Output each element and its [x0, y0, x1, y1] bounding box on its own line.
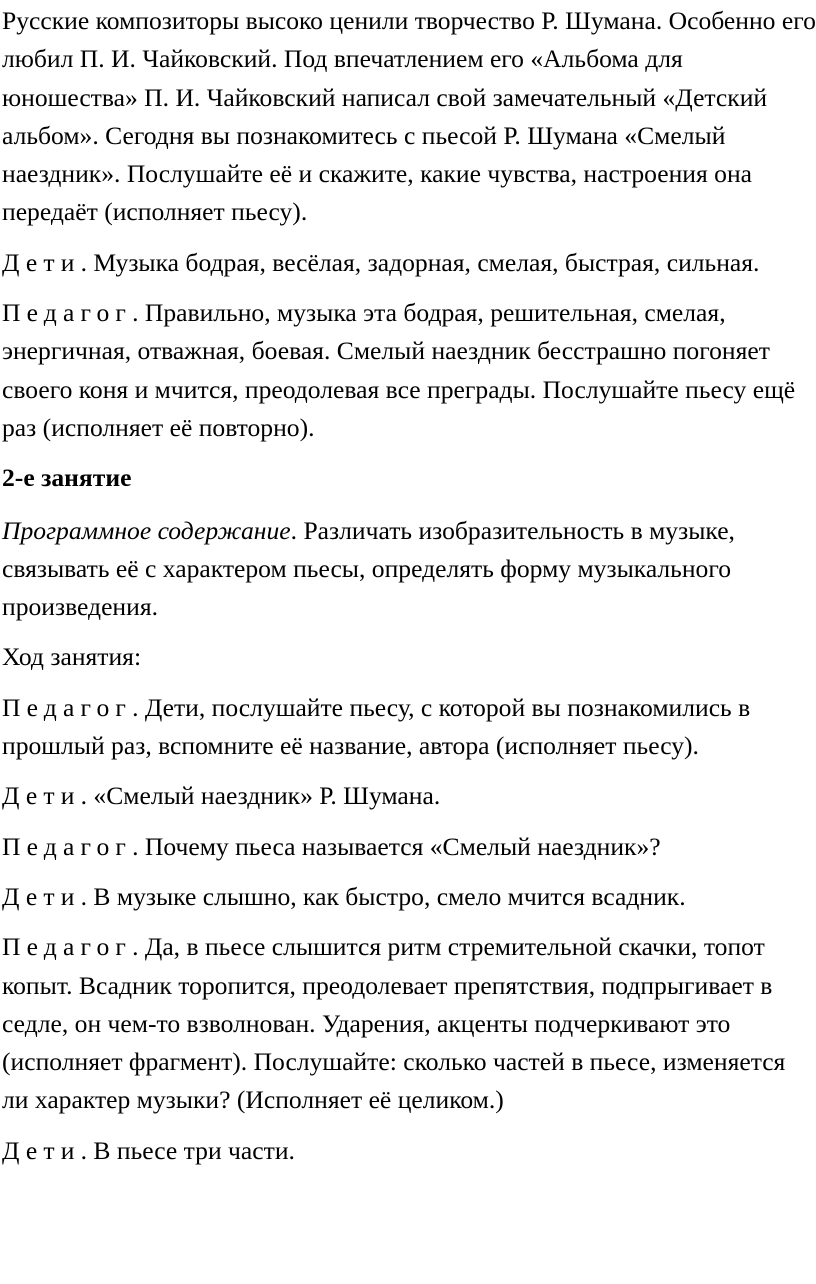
- speaker-children: Дети: [2, 247, 81, 277]
- dialogue-text: Почему пьеса называется «Смелый наездник»?: [138, 831, 661, 861]
- speaker-dot: .: [132, 932, 139, 962]
- dialogue-teacher-4: [2, 928, 816, 1119]
- program-content-text: . Различать изобразительность в музыке, связывать её с характером пьесы, определять форму музыкального произведения.: [2, 515, 735, 622]
- lesson-flow-label: Ход занятия:: [2, 642, 142, 672]
- dialogue-children-2: [2, 777, 816, 815]
- speaker-children: Дети: [2, 781, 81, 811]
- intro-paragraph: [2, 2, 816, 232]
- program-content-paragraph: [2, 512, 816, 627]
- program-content-label: Программное содержание: [2, 515, 291, 545]
- dialogue-text: В музыке слышно, как быстро, смело мчится всадник.: [87, 881, 686, 911]
- dialogue-children-3: [2, 878, 816, 916]
- dialogue-children-4: [2, 1132, 816, 1170]
- speaker-children: Дети: [2, 1135, 81, 1165]
- speaker-dot: .: [80, 1135, 87, 1165]
- dialogue-text: Музыка бодрая, весёлая, задорная, смелая, быстрая, сильная.: [87, 247, 760, 277]
- dialogue-text: В пьесе три части.: [87, 1135, 295, 1165]
- speaker-dot: .: [132, 692, 139, 722]
- speaker-dot: .: [132, 831, 139, 861]
- speaker-dot: .: [132, 298, 139, 328]
- document-page: [0, 2, 816, 1284]
- intro-text: Русские композиторы высоко ценили творчество Р. Шумана. Особенно его любил П. И. Чайковский. Под впечатлением его «Альбома для юношества» П. И. Чайковский написал свой замечательный «Детский альбом». Сегодня вы познакомитесь с пьесой Р. Шумана «Смелый наездник». Послушайте её и скажите, какие чувства, настроения она передаёт (исполняет пьесу).: [2, 6, 816, 227]
- speaker-dot: .: [80, 881, 87, 911]
- speaker-teacher: Педагог: [2, 831, 133, 861]
- dialogue-text: Дети, послушайте пьесу, с которой вы познакомились в прошлый раз, вспомните её название, автора (исполняет пьесу).: [2, 692, 751, 761]
- speaker-children: Дети: [2, 881, 81, 911]
- dialogue-teacher-3: [2, 828, 816, 866]
- dialogue-text: «Смелый наездник» Р. Шумана.: [87, 781, 441, 811]
- dialogue-text: Да, в пьесе слышится ритм стремительной скачки, топот копыт. Всадник торопится, преодолевает препятствия, подпрыгивает в седле, он чем-то взволнован. Ударения, акценты подчеркивают это (исполняет фрагмент). Послушайте: сколько частей в пьесе, изменяется ли характер музыки? (Исполняет её целиком.): [2, 932, 786, 1115]
- speaker-dot: .: [80, 247, 87, 277]
- speaker-teacher: Педагог: [2, 298, 133, 328]
- dialogue-teacher-1: [2, 294, 816, 447]
- speaker-teacher: Педагог: [2, 932, 133, 962]
- speaker-teacher: Педагог: [2, 692, 133, 722]
- speaker-dot: .: [80, 781, 87, 811]
- dialogue-children-1: [2, 244, 816, 282]
- dialogue-teacher-2: [2, 689, 816, 766]
- dialogue-text: Правильно, музыка эта бодрая, решительная, смелая, энергичная, отважная, боевая. Смелый наездник бесстрашно погоняет своего коня и мчится, преодолевая все преграды. Послушайте пьесу ещё раз (исполняет её повторно).: [2, 298, 796, 442]
- section-heading: 2-е занятие: [2, 463, 132, 493]
